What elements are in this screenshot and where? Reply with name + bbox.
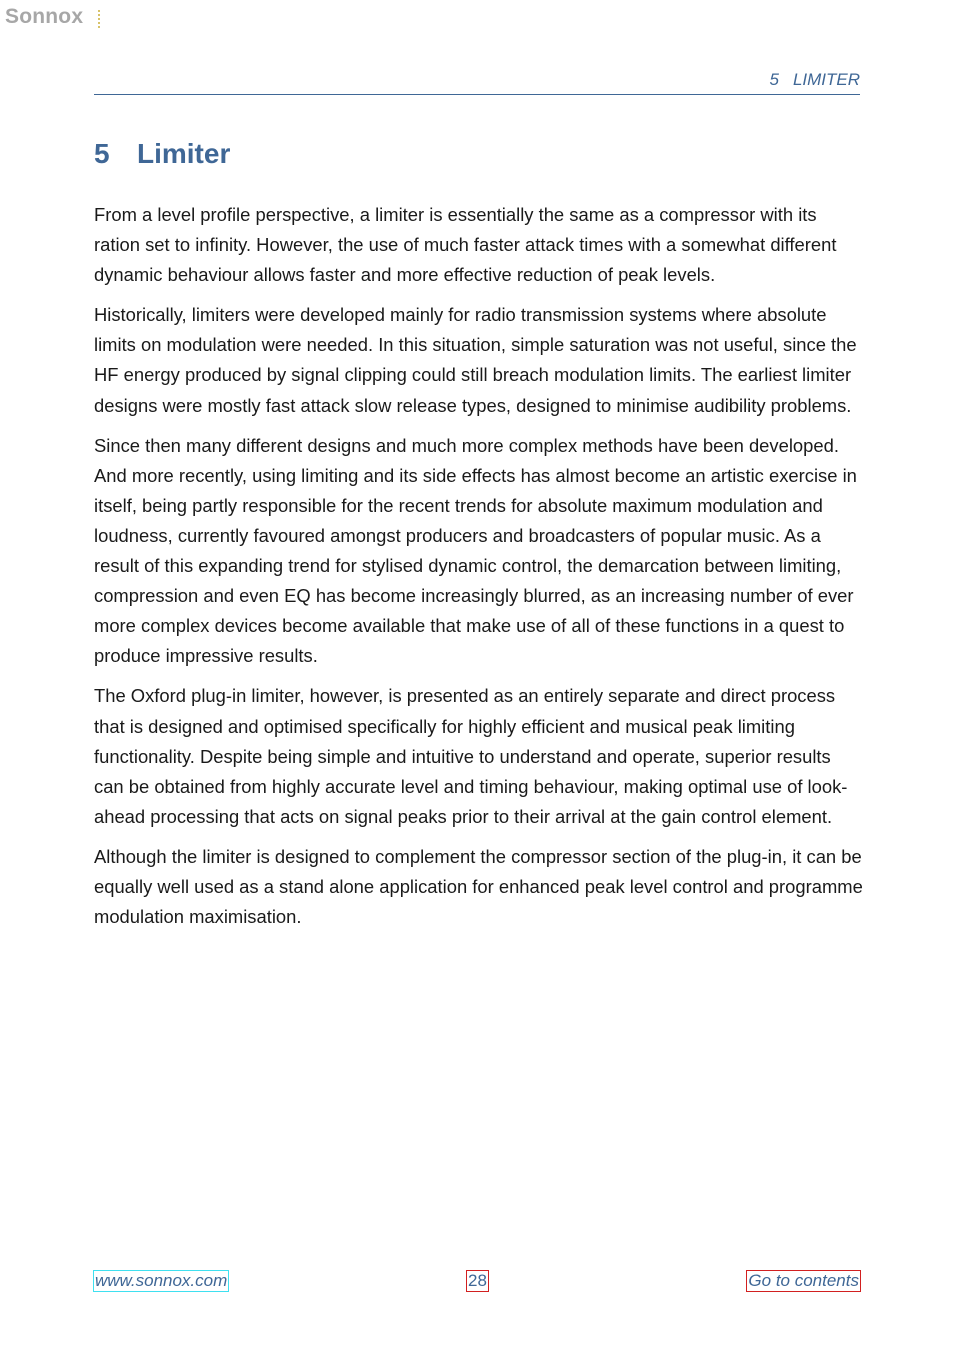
- page-number-link[interactable]: 28: [468, 1271, 487, 1290]
- paragraph: Since then many different designs and much more complex methods have been developed. And more recently, using limiting and its side effects has almost become an artistic exercise in itself, being partly responsible for the recent trends for absolute maximum modulation and loudness, currently favoured amongst producers and broadcasters of popular music. As a result of this expanding trend for stylised dynamic control, the demarcation between limiting, compression and even EQ has become increasingly blurred, as an increasing number of ever more complex devices become available that make use of all of these functions in a quest to produce impressive results.: [94, 434, 857, 667]
- chapter-number: 5: [94, 138, 110, 169]
- logo-dots-icon: [98, 10, 103, 28]
- paragraph: The Oxford plug-in limiter, however, is presented as an entirely separate and direct process that is designed and optimised specifically for highly efficient and musical peak limiting functionality. Despite being simple and intuitive to understand and operate, superior results can be obtained from highly accurate level and timing behaviour, making optimal use of look-ahead processing that acts on signal peaks prior to their arrival at the gain control element.: [94, 685, 848, 827]
- chapter-title: [94, 138, 230, 170]
- paragraph: From a level profile perspective, a limiter is essentially the same as a compressor with its ration set to infinity. However, the use of much faster attack times with a somewhat different dynamic behaviour allows faster and more effective reduction of peak levels.: [94, 204, 837, 286]
- body-text: [94, 200, 864, 942]
- paragraph: Although the limiter is designed to complement the compressor section of the plug-in, it can be equally well used as a stand alone application for enhanced peak level control and programme modulation maximisation.: [94, 845, 863, 928]
- sonnox-logo: Sonnox: [5, 5, 84, 28]
- running-header: [94, 70, 860, 95]
- running-header-title: LIMITER: [792, 70, 860, 89]
- paragraph: Historically, limiters were developed mainly for radio transmission systems where absolute limits on modulation were needed. In this situation, simple saturation was not useful, since the HF energy produced by signal clipping could still breach modulation limits. The earliest limiter designs were mostly fast attack slow release types, designed to minimise audibility problems.: [94, 304, 857, 416]
- website-link[interactable]: www.sonnox.com: [95, 1271, 228, 1290]
- go-to-contents-link[interactable]: Go to contents: [748, 1271, 859, 1290]
- running-header-number: 5: [769, 70, 779, 89]
- chapter-name: Limiter: [137, 138, 231, 169]
